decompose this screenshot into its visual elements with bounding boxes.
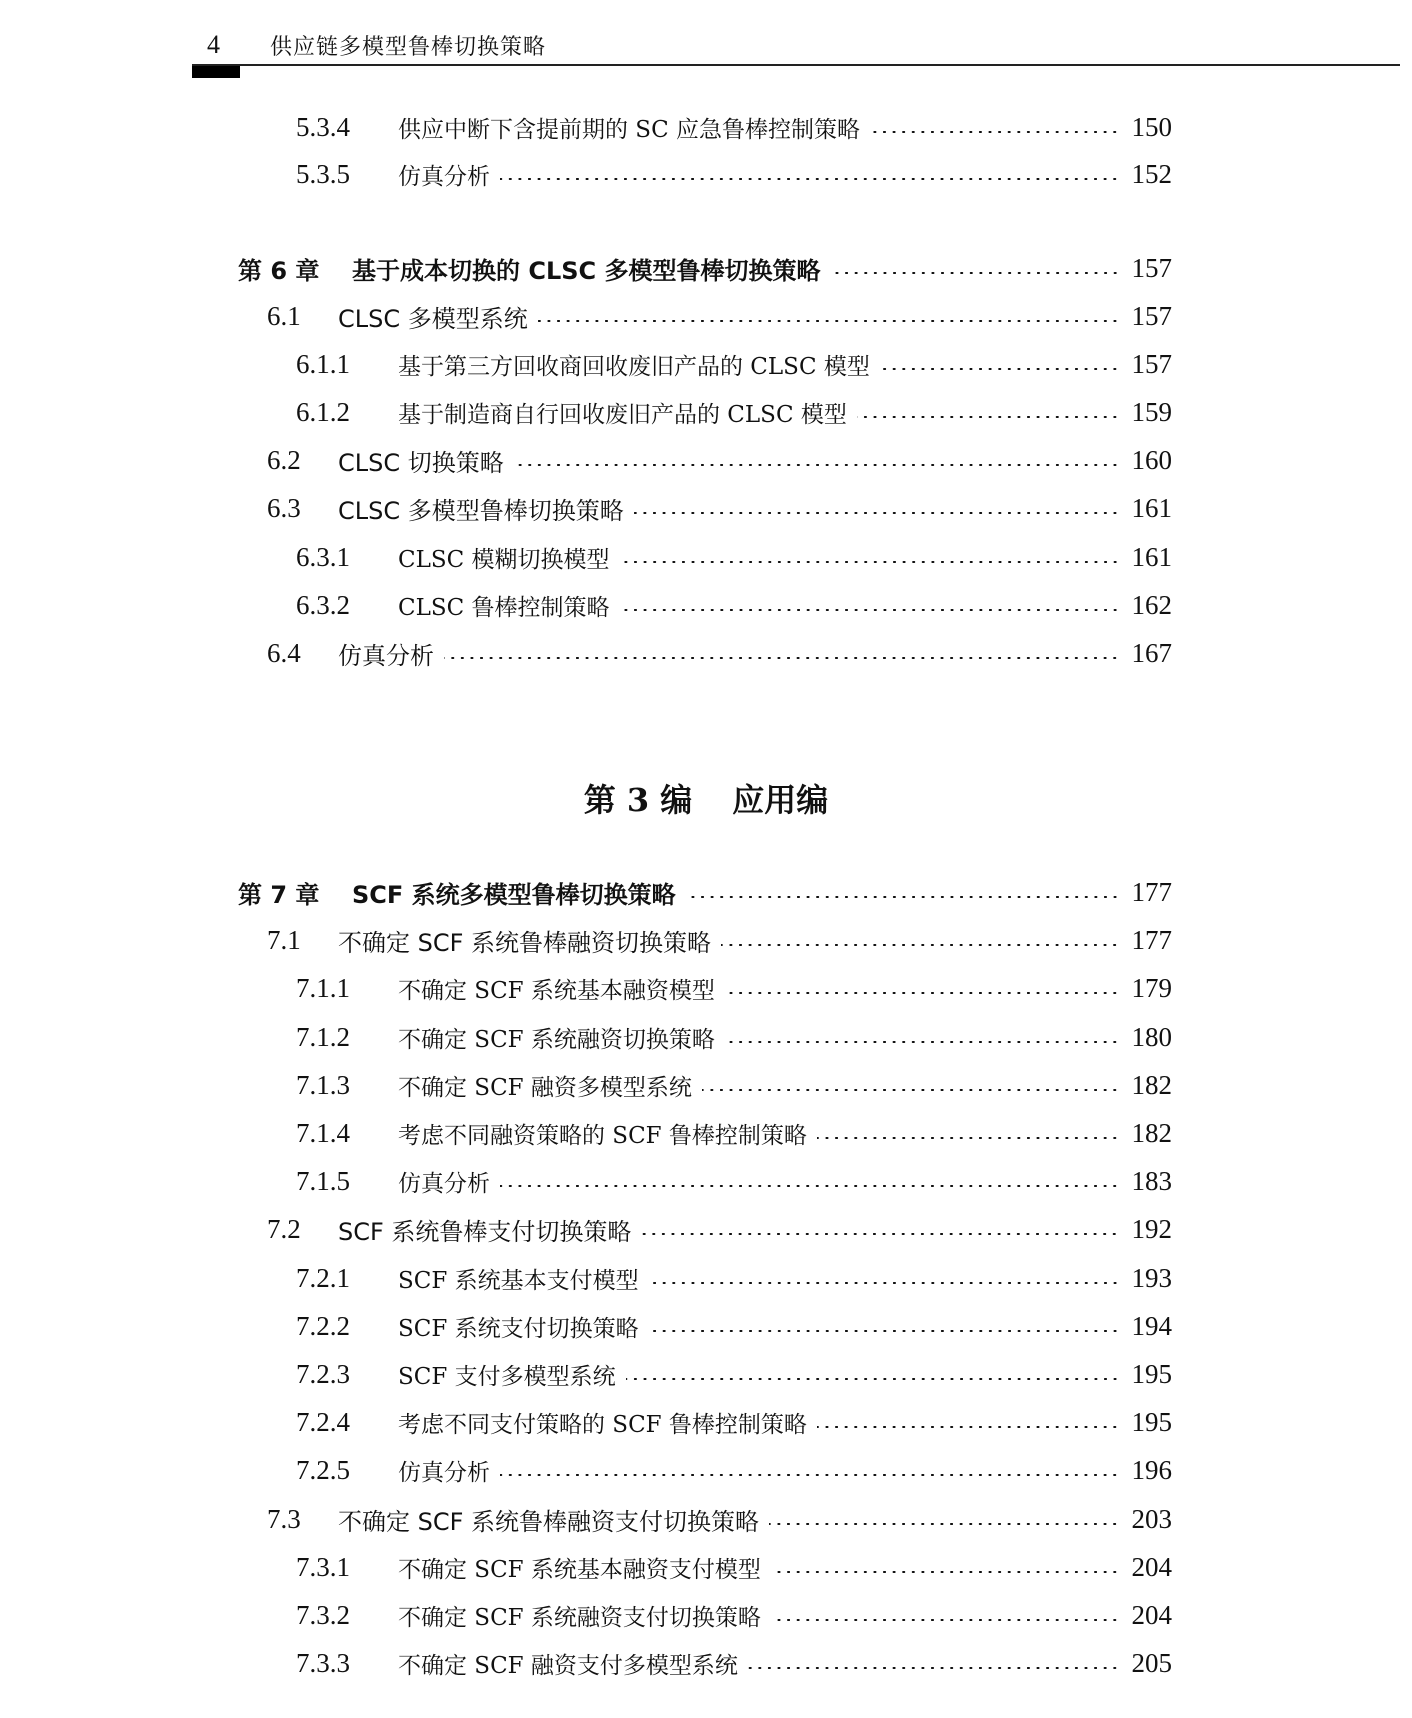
dot-leader <box>538 320 1120 322</box>
dot-leader <box>634 512 1120 514</box>
toc-chapter-entry[interactable] <box>0 872 1175 912</box>
toc-entry[interactable] <box>0 1402 1175 1442</box>
toc-entry-number: 第 7 章 <box>238 880 320 909</box>
toc-entry-title: CLSC 切换策略 <box>338 443 514 478</box>
toc-entry-number: 7.2.5 <box>296 1454 350 1485</box>
toc-entry[interactable] <box>0 1547 1175 1587</box>
toc-entry-page: 150 <box>1124 112 1173 143</box>
toc-entry-page: 196 <box>1124 1455 1173 1486</box>
toc-entry-page: 204 <box>1124 1552 1173 1583</box>
dot-leader <box>649 1330 1120 1332</box>
toc-entry-title: 考虑不同支付策略的 SCF 鲁棒控制策略 <box>398 1406 817 1439</box>
toc-entry-title: SCF 系统支付切换策略 <box>398 1310 649 1343</box>
toc-entry-page: 182 <box>1124 1118 1173 1149</box>
dot-leader <box>514 464 1120 466</box>
toc-entry[interactable] <box>0 1017 1175 1057</box>
toc-entry-page: 195 <box>1124 1407 1173 1438</box>
toc-entry-number: 7.3.3 <box>296 1647 350 1678</box>
toc-entry-number: 6.2 <box>267 444 301 475</box>
toc-entry-page: 160 <box>1124 445 1173 476</box>
toc-entry[interactable] <box>0 344 1175 384</box>
toc-entry-page: 152 <box>1124 159 1173 190</box>
toc-entry[interactable] <box>0 488 1175 528</box>
toc-entry-number: 7.1.4 <box>296 1117 350 1148</box>
toc-entry-title: SCF 系统基本支付模型 <box>398 1262 649 1295</box>
toc-entry-page: 180 <box>1124 1022 1173 1053</box>
toc-entry-title: 供应中断下含提前期的 SC 应急鲁棒控制策略 <box>398 111 870 144</box>
toc-entry-title: 不确定 SCF 系统鲁棒融资切换策略 <box>338 923 721 958</box>
toc-entry-number: 6.1.2 <box>296 396 350 427</box>
toc-entry-title: SCF 系统鲁棒支付切换策略 <box>338 1212 641 1247</box>
dot-leader <box>880 368 1120 370</box>
toc-entry[interactable] <box>0 1306 1175 1346</box>
toc-entry-number: 6.1.1 <box>296 348 350 379</box>
dot-leader <box>500 178 1120 180</box>
toc-entry[interactable] <box>0 920 1175 960</box>
toc-entry-page: 177 <box>1124 925 1173 956</box>
toc-entry[interactable] <box>0 1258 1175 1298</box>
toc-entry-title: CLSC 鲁棒控制策略 <box>398 589 620 622</box>
toc-entry[interactable] <box>0 1113 1175 1153</box>
header-rule <box>192 64 1400 66</box>
dot-leader <box>702 1089 1120 1091</box>
toc-entry-number: 6.4 <box>267 637 301 668</box>
toc-entry-number: 7.2.1 <box>296 1262 350 1293</box>
dot-leader <box>748 1667 1120 1669</box>
toc-entry-page: 177 <box>1124 877 1173 908</box>
toc-entry-number: 6.3.2 <box>296 589 350 620</box>
toc-entry[interactable] <box>0 585 1175 625</box>
toc-entry-page: 161 <box>1124 542 1173 573</box>
toc-entry[interactable] <box>0 1595 1175 1635</box>
toc-entry-page: 157 <box>1124 349 1173 380</box>
toc-entry-page: 162 <box>1124 590 1173 621</box>
toc-entry[interactable] <box>0 633 1175 673</box>
toc-entry-title: CLSC 多模型系统 <box>338 299 538 334</box>
toc-entry-number: 7.3.1 <box>296 1551 350 1582</box>
part-name: 应用编 <box>732 781 829 819</box>
toc-entry-page: 157 <box>1124 301 1173 332</box>
toc-entry-number: 7.1.2 <box>296 1021 350 1052</box>
toc-entry-number: 5.3.5 <box>296 158 350 189</box>
toc-entry[interactable] <box>0 154 1175 194</box>
toc-entry-title: 不确定 SCF 系统融资支付切换策略 <box>398 1599 771 1632</box>
toc-entry-title: 考虑不同融资策略的 SCF 鲁棒控制策略 <box>398 1117 817 1150</box>
toc-entry-number: 7.1.3 <box>296 1069 350 1100</box>
dot-leader <box>817 1426 1120 1428</box>
toc-entry[interactable] <box>0 1450 1175 1490</box>
dot-leader <box>500 1185 1120 1187</box>
dot-leader <box>641 1233 1119 1235</box>
toc-entry-page: 203 <box>1124 1504 1173 1535</box>
toc-entry-page: 193 <box>1124 1263 1173 1294</box>
toc-entry-page: 179 <box>1124 973 1173 1004</box>
toc-entry[interactable] <box>0 440 1175 480</box>
toc-entry-number: 6.3 <box>267 492 301 523</box>
toc-entry-page: 161 <box>1124 493 1173 524</box>
toc-entry-number: 7.1.1 <box>296 972 350 1003</box>
toc-entry-number: 5.3.4 <box>296 111 350 142</box>
toc-entry[interactable] <box>0 392 1175 432</box>
toc-entry-title: 不确定 SCF 系统鲁棒融资支付切换策略 <box>338 1502 769 1537</box>
toc-entry-number: 7.2.3 <box>296 1358 350 1389</box>
dot-leader <box>870 131 1120 133</box>
dot-leader <box>620 609 1120 611</box>
toc-entry-number: 7.2.4 <box>296 1406 350 1437</box>
dot-leader <box>769 1523 1119 1525</box>
toc-entry-title: 不确定 SCF 融资多模型系统 <box>398 1069 702 1102</box>
toc-entry-page: 205 <box>1124 1648 1173 1679</box>
toc-entry-title: 不确定 SCF 系统基本融资模型 <box>398 972 725 1005</box>
dot-leader <box>444 657 1120 659</box>
dot-leader <box>626 1378 1120 1380</box>
dot-leader <box>831 272 1120 274</box>
toc-entry-title: 仿真分析 <box>398 1165 500 1198</box>
dot-leader <box>686 896 1120 898</box>
toc-entry-page: 194 <box>1124 1311 1173 1342</box>
toc-entry[interactable] <box>0 1065 1175 1105</box>
toc-entry[interactable] <box>0 537 1175 577</box>
dot-leader <box>649 1282 1120 1284</box>
dot-leader <box>620 561 1120 563</box>
header-book-title: 供应链多模型鲁棒切换策略 <box>270 35 547 60</box>
toc-entry-title: 仿真分析 <box>398 1454 500 1487</box>
toc-entry[interactable] <box>0 1209 1175 1249</box>
toc-chapter-entry[interactable] <box>0 248 1175 288</box>
dot-leader <box>817 1137 1120 1139</box>
dot-leader <box>771 1571 1120 1573</box>
toc-entry-number: 7.1 <box>267 924 301 955</box>
dot-leader <box>771 1619 1120 1621</box>
toc-entry[interactable] <box>0 107 1175 147</box>
toc-entry-page: 183 <box>1124 1166 1173 1197</box>
dot-leader <box>725 1041 1120 1043</box>
toc-entry[interactable] <box>0 1499 1175 1539</box>
toc-entry[interactable] <box>0 296 1175 336</box>
toc-entry-title: CLSC 模糊切换模型 <box>398 541 620 574</box>
toc-entry-title: 基于第三方回收商回收废旧产品的 CLSC 模型 <box>398 348 880 381</box>
toc-entry-number: 7.1.5 <box>296 1165 350 1196</box>
part-label: 第 3 编 <box>583 781 693 819</box>
toc-entry-title: 基于制造商自行回收废旧产品的 CLSC 模型 <box>398 396 857 429</box>
toc-entry-page: 157 <box>1124 253 1173 284</box>
part-heading <box>0 775 1412 821</box>
header-thumb-block <box>192 66 240 78</box>
toc-entry-title: CLSC 多模型鲁棒切换策略 <box>338 491 634 526</box>
toc-entry-number: 6.3.1 <box>296 541 350 572</box>
toc-entry-number: 6.1 <box>267 300 301 331</box>
toc-entry-number: 7.3 <box>267 1503 301 1534</box>
toc-entry-title: 仿真分析 <box>398 158 500 191</box>
toc-entry-page: 195 <box>1124 1359 1173 1390</box>
toc-entry-number: 7.2 <box>267 1213 301 1244</box>
toc-entry-title: 不确定 SCF 系统融资切换策略 <box>398 1021 725 1054</box>
toc-entry-title: 仿真分析 <box>338 636 444 671</box>
toc-entry-page: 159 <box>1124 397 1173 428</box>
toc-entry-page: 182 <box>1124 1070 1173 1101</box>
toc-entry-page: 204 <box>1124 1600 1173 1631</box>
toc-entry-page: 167 <box>1124 638 1173 669</box>
toc-entry-title: 不确定 SCF 融资支付多模型系统 <box>398 1647 748 1680</box>
dot-leader <box>500 1474 1120 1476</box>
toc-entry[interactable] <box>0 1354 1175 1394</box>
dot-leader <box>721 944 1119 946</box>
toc-entry[interactable] <box>0 1643 1175 1683</box>
toc-entry-title: 基于成本切换的 CLSC 多模型鲁棒切换策略 <box>352 251 831 286</box>
dot-leader <box>857 416 1120 418</box>
toc-entry-title: SCF 系统多模型鲁棒切换策略 <box>352 875 686 910</box>
dot-leader <box>725 992 1120 994</box>
toc-entry-number: 7.2.2 <box>296 1310 350 1341</box>
header-page-number: 4 <box>207 30 220 59</box>
toc-entry[interactable] <box>0 968 1175 1008</box>
toc-entry-title: 不确定 SCF 系统基本融资支付模型 <box>398 1551 771 1584</box>
toc-entry-page: 192 <box>1124 1214 1173 1245</box>
toc-entry-number: 7.3.2 <box>296 1599 350 1630</box>
toc-entry-title: SCF 支付多模型系统 <box>398 1358 626 1391</box>
toc-entry-number: 第 6 章 <box>238 256 320 285</box>
toc-entry[interactable] <box>0 1161 1175 1201</box>
